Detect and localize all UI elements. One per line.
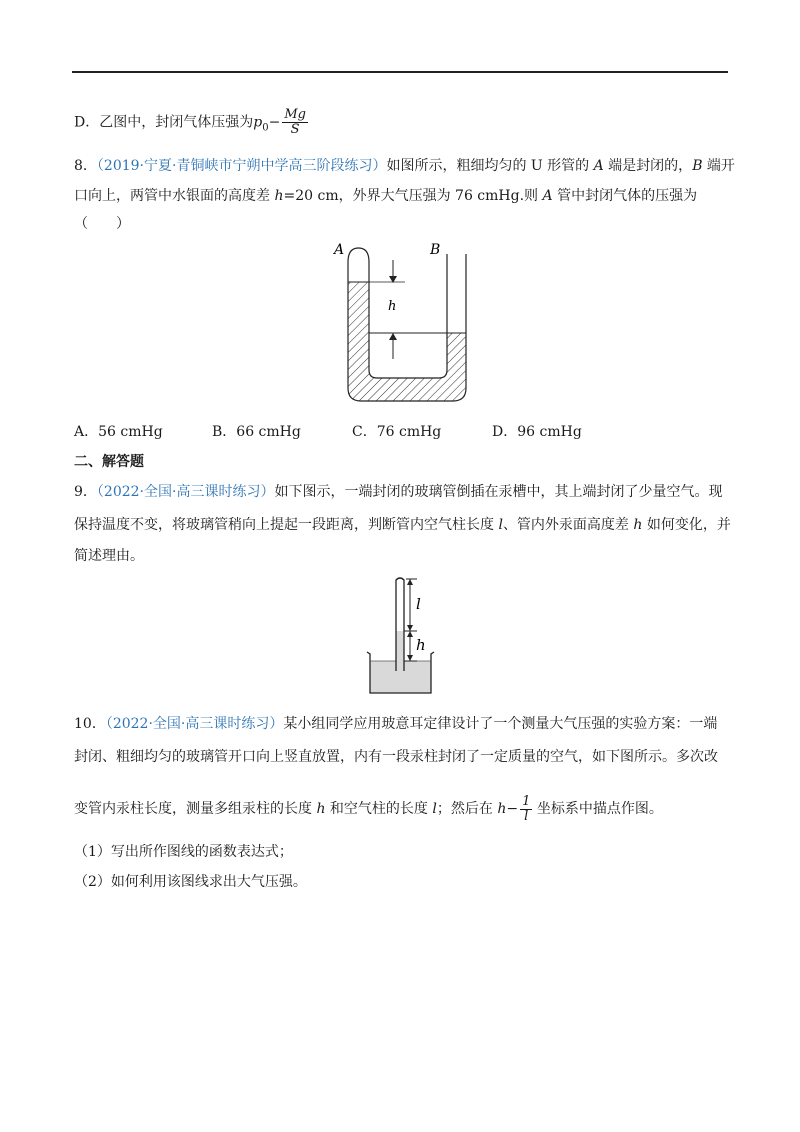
one-over-l-fraction: $\frac{1}{l}$	[522, 793, 531, 824]
q10-line-2: 封闭、粗细均匀的玻璃管开口向上竖直放置，内有一段汞柱封闭了一定质量的空气，如下图所示。多次改	[74, 749, 718, 765]
q8-line-2: 口向上，两管中水银面的高度差 h=20 cm，外界大气压强为 76 cmHg.则 A 管中封闭气体的压强为	[74, 188, 698, 204]
mg-over-s-fraction: $\frac{Mg}{S}$	[284, 107, 306, 137]
label-l: l	[416, 595, 421, 613]
q7-option-d[interactable]: D．乙图中，封闭气体压强为$p_0-$ $\frac{Mg}{S}$	[74, 107, 306, 137]
q9-source: （2022·全国·高三课时练习）	[96, 484, 275, 500]
q8-option-d[interactable]: D．96 cmHg	[492, 424, 582, 440]
q10-number: 10．	[74, 716, 106, 732]
q8-option-b[interactable]: B．66 cmHg	[212, 424, 301, 440]
q8-source: （2019·宁夏·青铜峡市宁朔中学高三阶段练习）	[96, 158, 387, 174]
q10-sub-2: （2）如何利用该图线求出大气压强。	[74, 874, 307, 890]
q10-line-1: 10．（2022·全国·高三课时练习）某小组同学应用玻意耳定律设计了一个测量大气压强的实验方案：一端	[74, 716, 718, 732]
q9-line-2: 保持温度不变，将玻璃管稍向上提起一段距离，判断管内空气柱长度 l、管内外汞面高度差 h 如何变化，并	[74, 517, 731, 533]
axis-h: h	[497, 801, 507, 817]
q8-option-c[interactable]: C．76 cmHg	[352, 424, 442, 440]
q10-source: （2022·全国·高三课时练习）	[105, 716, 284, 732]
q9-number: 9．	[74, 484, 97, 500]
q8-answer-paren: （ ）	[74, 216, 130, 232]
q8-line-1: 8．（2019·宁夏·青铜峡市宁朔中学高三阶段练习）如图所示，粗细均匀的 U 形管的 A 端是封闭的，B 端开	[74, 158, 735, 174]
header-rule	[72, 71, 728, 73]
q10-line-3: 变管内汞柱长度，测量多组汞柱的长度 h 和空气柱的长度 l；然后在 h− $\frac{1}{l}$ 坐标系中描点作图。	[74, 793, 663, 824]
q10-sub-1: （1）写出所作图线的函数表达式；	[74, 844, 293, 860]
section-title: 二、解答题	[74, 454, 144, 470]
tube-inner-wall	[369, 254, 447, 378]
p0-symbol: p	[253, 114, 263, 131]
label-h: h	[388, 299, 397, 314]
tube-mercury	[396, 631, 404, 671]
mercury-fill	[348, 282, 466, 401]
q8-option-a[interactable]: A．56 cmHg	[74, 424, 163, 440]
q9-line-3: 简述理由。	[74, 548, 144, 564]
label-a: A	[334, 242, 345, 258]
u-tube-figure	[320, 236, 480, 406]
mercury-trough-figure	[365, 574, 440, 698]
q8-number: 8．	[74, 158, 97, 174]
label-h: h	[416, 636, 426, 654]
label-b: B	[430, 242, 441, 258]
sealed-end-a	[348, 248, 369, 262]
q9-line-1: 9．（2022·全国·高三课时练习）如下图示，一端封闭的玻璃管倒插在汞槽中，其上端封闭了少量空气。现	[74, 484, 723, 500]
